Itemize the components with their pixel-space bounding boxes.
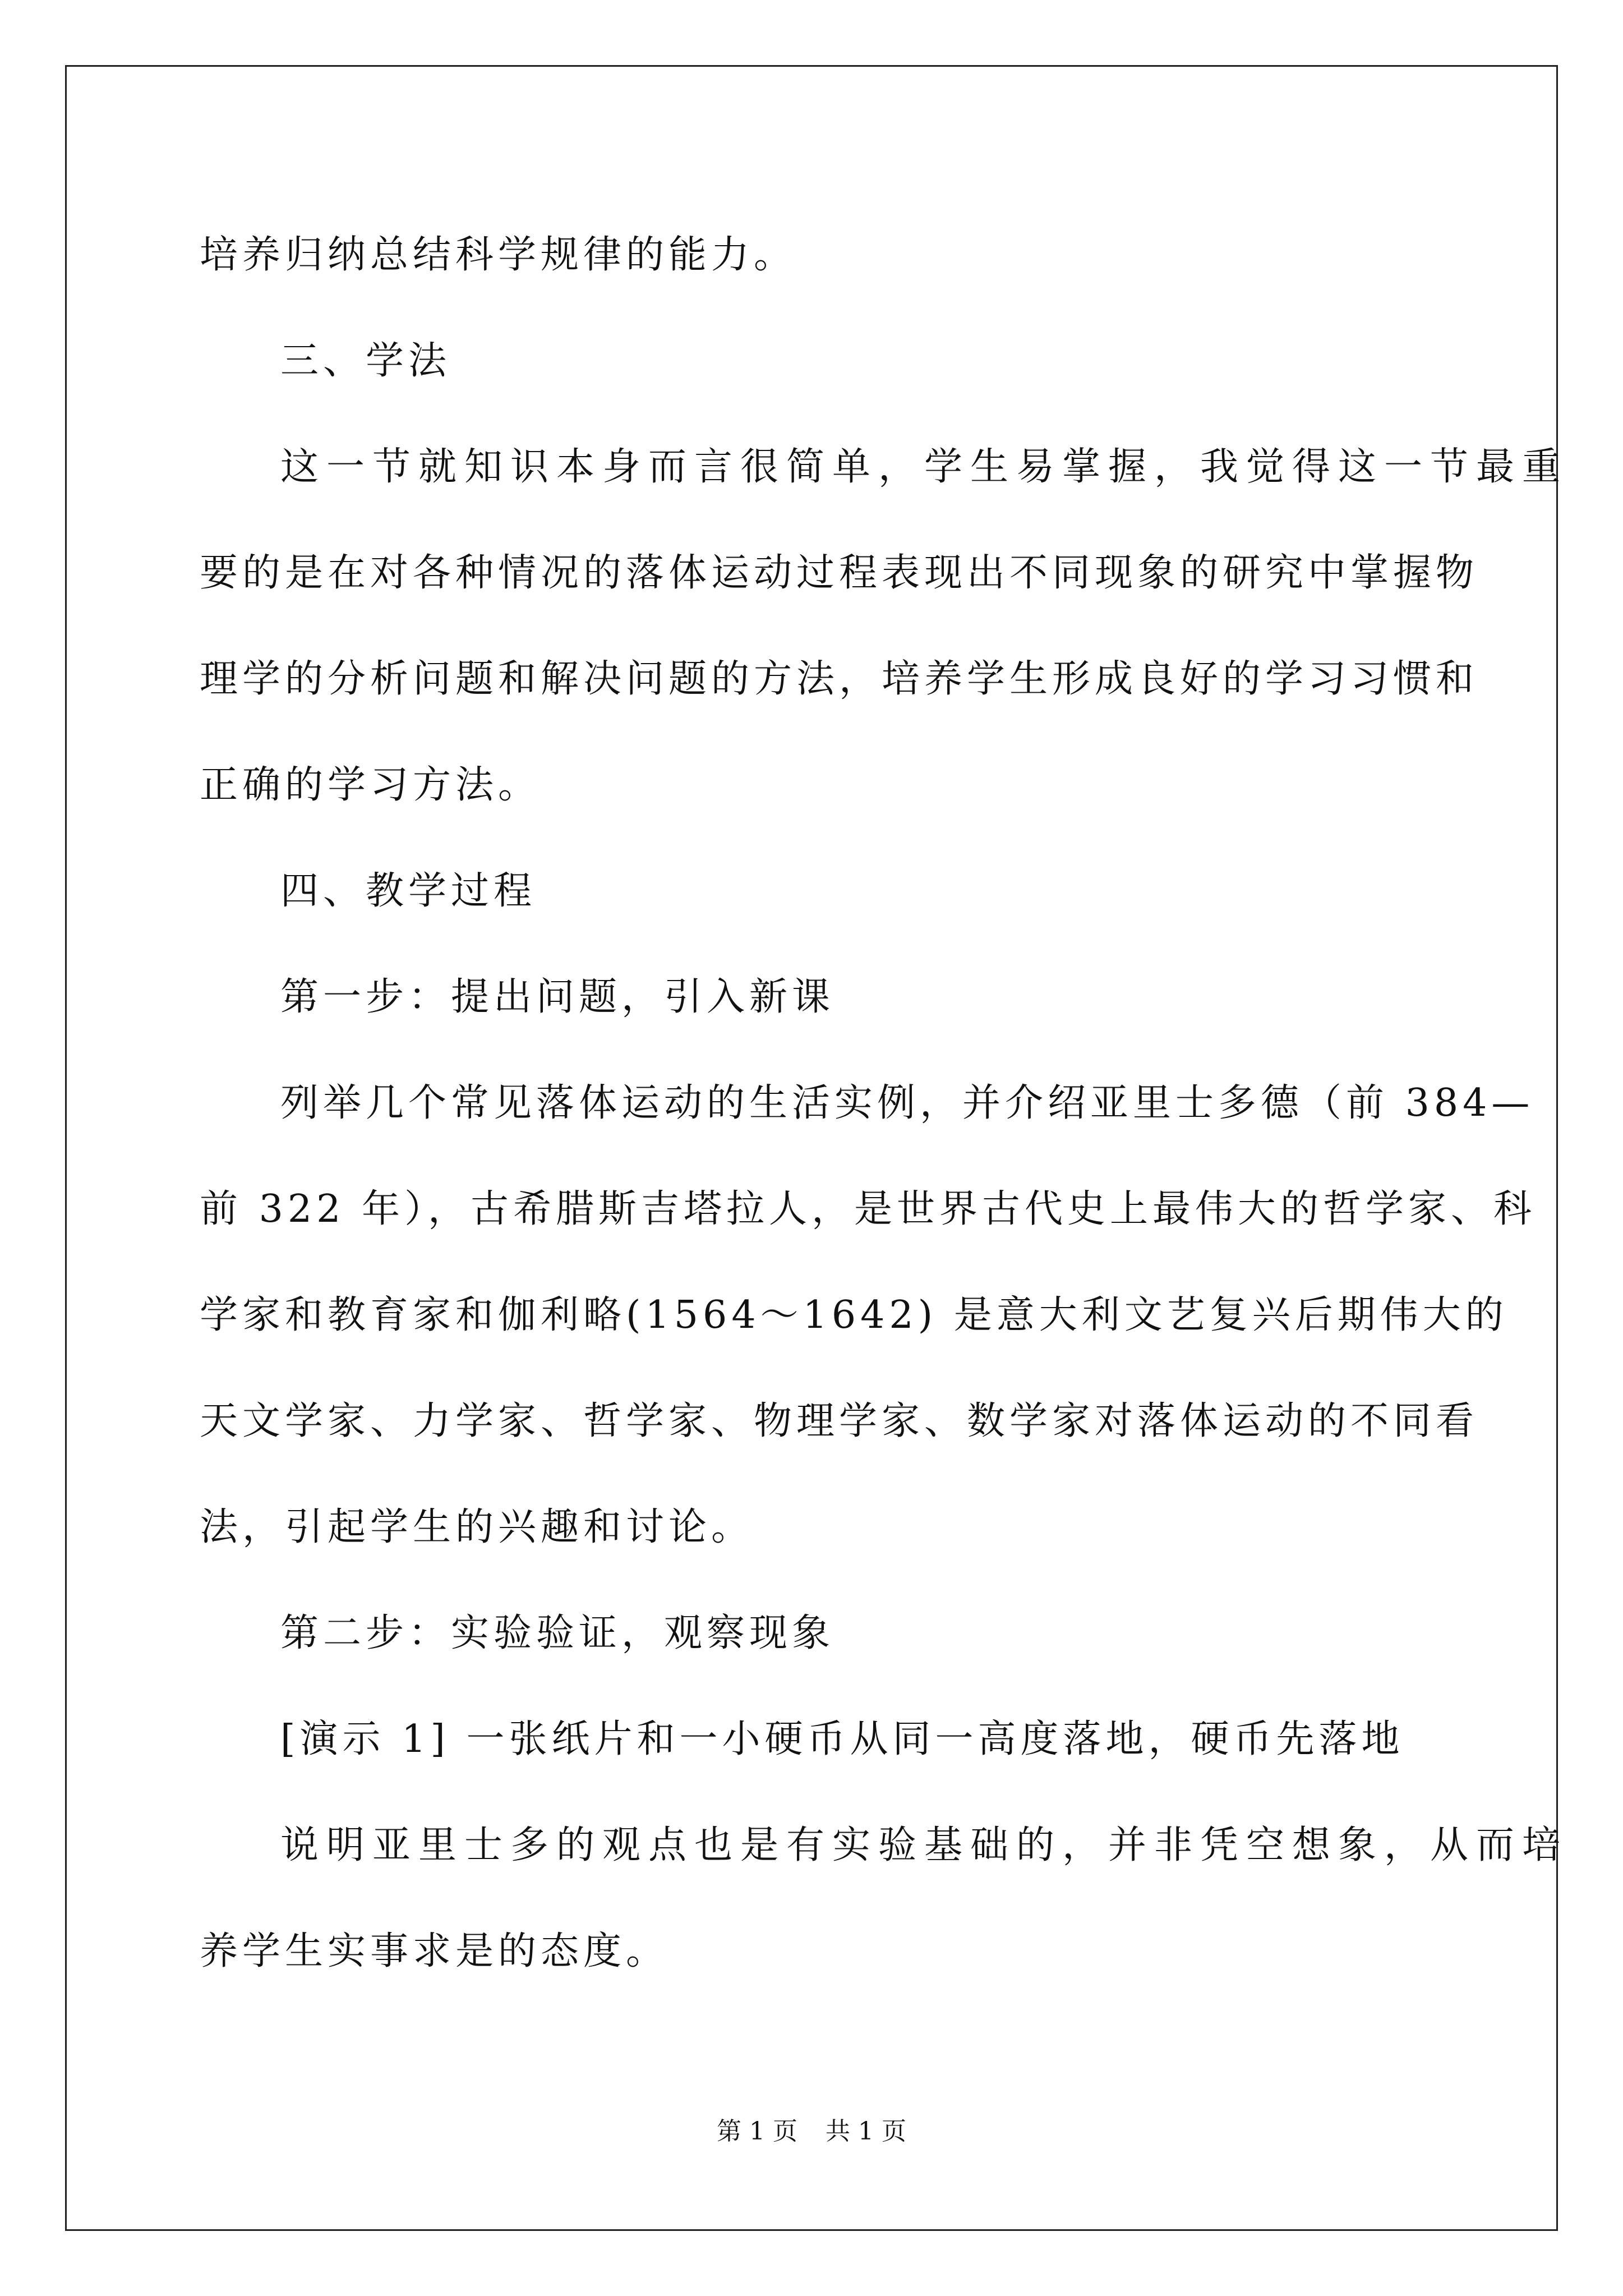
paragraph-line: 理学的分析问题和解决问题的方法，培养学生形成良好的学习习惯和 xyxy=(200,657,1479,701)
paragraph-line: 法，引起学生的兴趣和讨论。 xyxy=(200,1505,754,1549)
demo-line: [演示 1] 一张纸片和一小硬币从同一高度落地，硬币先落地 xyxy=(280,1717,1404,1761)
paragraph-line: 正确的学习方法。 xyxy=(200,763,541,807)
paragraph-line: 养学生实事求是的态度。 xyxy=(200,1929,669,1973)
paragraph-line: 培养归纳总结科学规律的能力。 xyxy=(200,233,797,277)
document-body xyxy=(200,202,1569,2004)
paragraph-line: 要的是在对各种情况的落体运动过程表现出不同现象的研究中掌握物 xyxy=(200,551,1479,595)
section-heading-study-method: 三、学法 xyxy=(280,339,451,383)
paragraph-line: 前 322 年），古希腊斯吉塔拉人，是世界古代史上最伟大的哲学家、科 xyxy=(200,1187,1537,1231)
section-heading-teaching-process: 四、教学过程 xyxy=(280,869,537,913)
step-heading-1: 第一步：提出问题，引入新课 xyxy=(280,975,835,1019)
paragraph-line: 天文学家、力学家、哲学家、物理学家、数学家对落体运动的不同看 xyxy=(200,1399,1479,1443)
paragraph-line: 这一节就知识本身而言很简单，学生易掌握，我觉得这一节最重 xyxy=(280,445,1569,489)
page-footer xyxy=(0,2115,1623,2148)
paragraph-line: 列举几个常见落体运动的生活实例，并介绍亚里士多德（前 384— xyxy=(280,1081,1534,1125)
page-total: 共 1 页 xyxy=(826,2117,906,2146)
paragraph-line: 学家和教育家和伽利略(1564～1642) 是意大利文艺复兴后期伟大的 xyxy=(200,1293,1508,1337)
step-heading-2: 第二步：实验验证，观察现象 xyxy=(280,1611,835,1655)
page-number: 第 1 页 xyxy=(717,2117,797,2146)
paragraph-line: 说明亚里士多的观点也是有实验基础的，并非凭空想象，从而培 xyxy=(280,1823,1569,1867)
